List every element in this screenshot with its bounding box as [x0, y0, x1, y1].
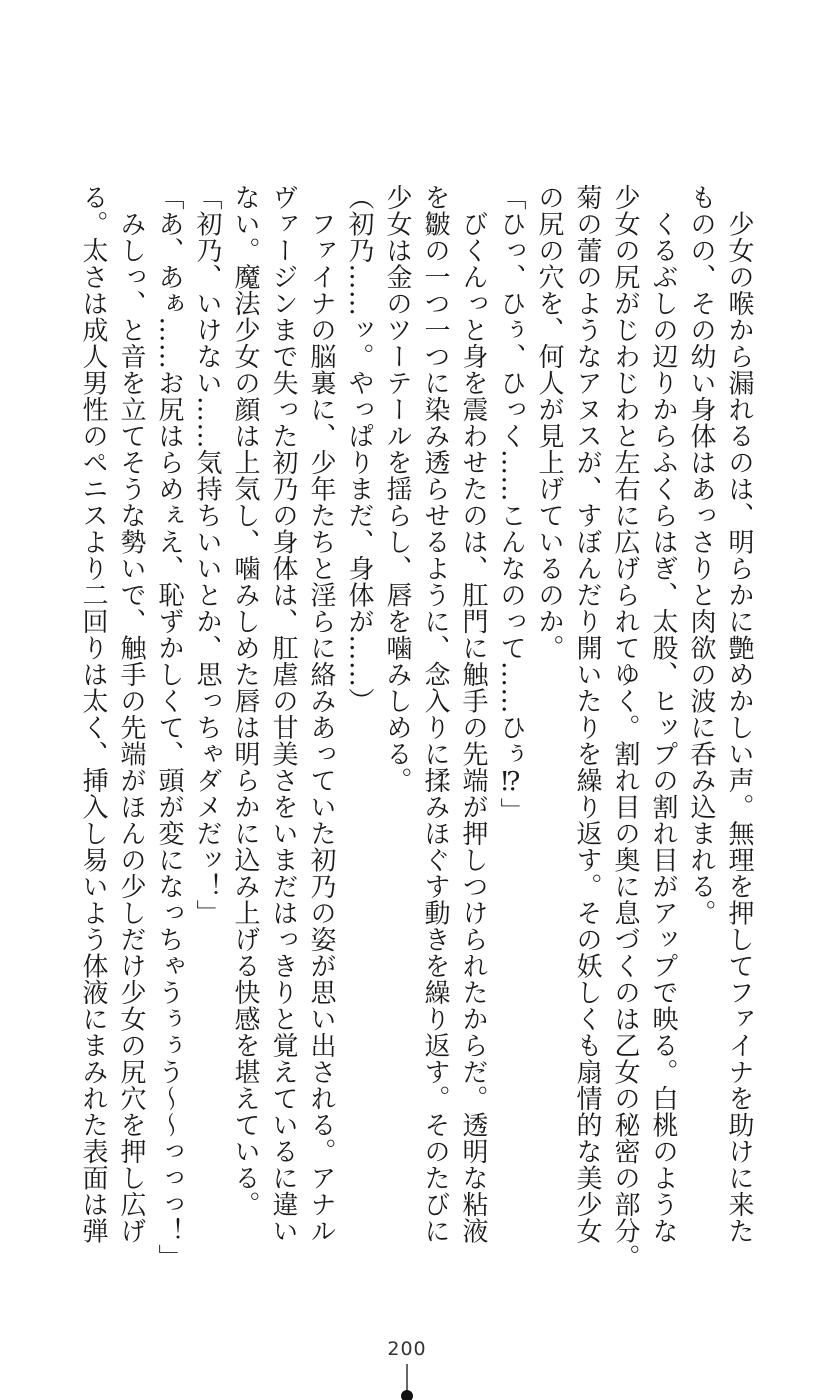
ornament-dot [401, 1390, 413, 1400]
text-line: 「ひっ、ひぅ、ひっく……こんなのって……ひぅ⁉」 [496, 184, 526, 824]
text-line: る。太さは成人男性のペニスより二回りは太く、挿入し易いよう体液にまみれた表面は弾 [78, 184, 108, 1244]
text-line: くるぶしの辺りからふくらはぎ、太股、ヒップの割れ目がアップで映る。白桃のような [648, 184, 678, 1244]
text-line: を皺の一つ一つに染み透らせるように、念入りに揉みほぐす動きを繰り返す。そのたびに [420, 184, 450, 1244]
text-line: 少女は金のツーテールを揺らし、唇を噛みしめる。 [382, 184, 412, 794]
text-line: 少女の喉から漏れるのは、明らかに艶めかしい声。無理を押してファイナを助けに来た [724, 184, 754, 1244]
page-footer [0, 1338, 814, 1400]
text-line: （初乃……ッ。やっぱりまだ、身体が……） [344, 184, 374, 714]
text-line: の尻の穴を、何人が見上げているのか。 [534, 184, 564, 661]
text-line: 菊の蕾のようなアヌスが、すぼんだり開いたりを繰り返す。その妖しくも扇情的な美少女 [572, 184, 602, 1244]
text-line: ファイナの脳裏に、少年たちと淫らに絡みあっていた初乃の姿が思い出される。アナル [306, 184, 336, 1244]
text-line: ヴァージンまで失った初乃の身体は、肛虐の甘美さをいまだはっきりと覚えているに違い [268, 184, 298, 1244]
text-line: 「初乃、いけない……気持ちいいとか、思っちゃダメだッ！」 [192, 184, 222, 926]
text-line: ものの、その幼い身体はあっさりと肉欲の波に呑み込まれる。 [686, 184, 716, 926]
text-line: 少女の尻がじわじわと左右に広げられてゆく。割れ目の奥に息づくのは乙女の秘密の部分。 [610, 184, 640, 1271]
text-line: 「あ、あぁ……お尻はらめぇえ、恥ずかしくて、頭が変になっちゃうぅぅう〜〜っっっ！」 [154, 184, 184, 1271]
page-ornament-icon [397, 1364, 417, 1400]
text-line: みしっ、と音を立てそうな勢いで、触手の先端がほんの少しだけ少女の尻穴を押し広げ [116, 184, 146, 1244]
text-line: びくんっと身を震わせたのは、肛門に触手の先端が押しつけられたからだ。透明な粘液 [458, 184, 488, 1244]
page-number: 200 [387, 1338, 427, 1360]
text-line: ない。魔法少女の顔は上気し、噛みしめた唇は明らかに込み上げる快感を堪えている。 [230, 184, 260, 1218]
body-text [74, 184, 758, 1271]
